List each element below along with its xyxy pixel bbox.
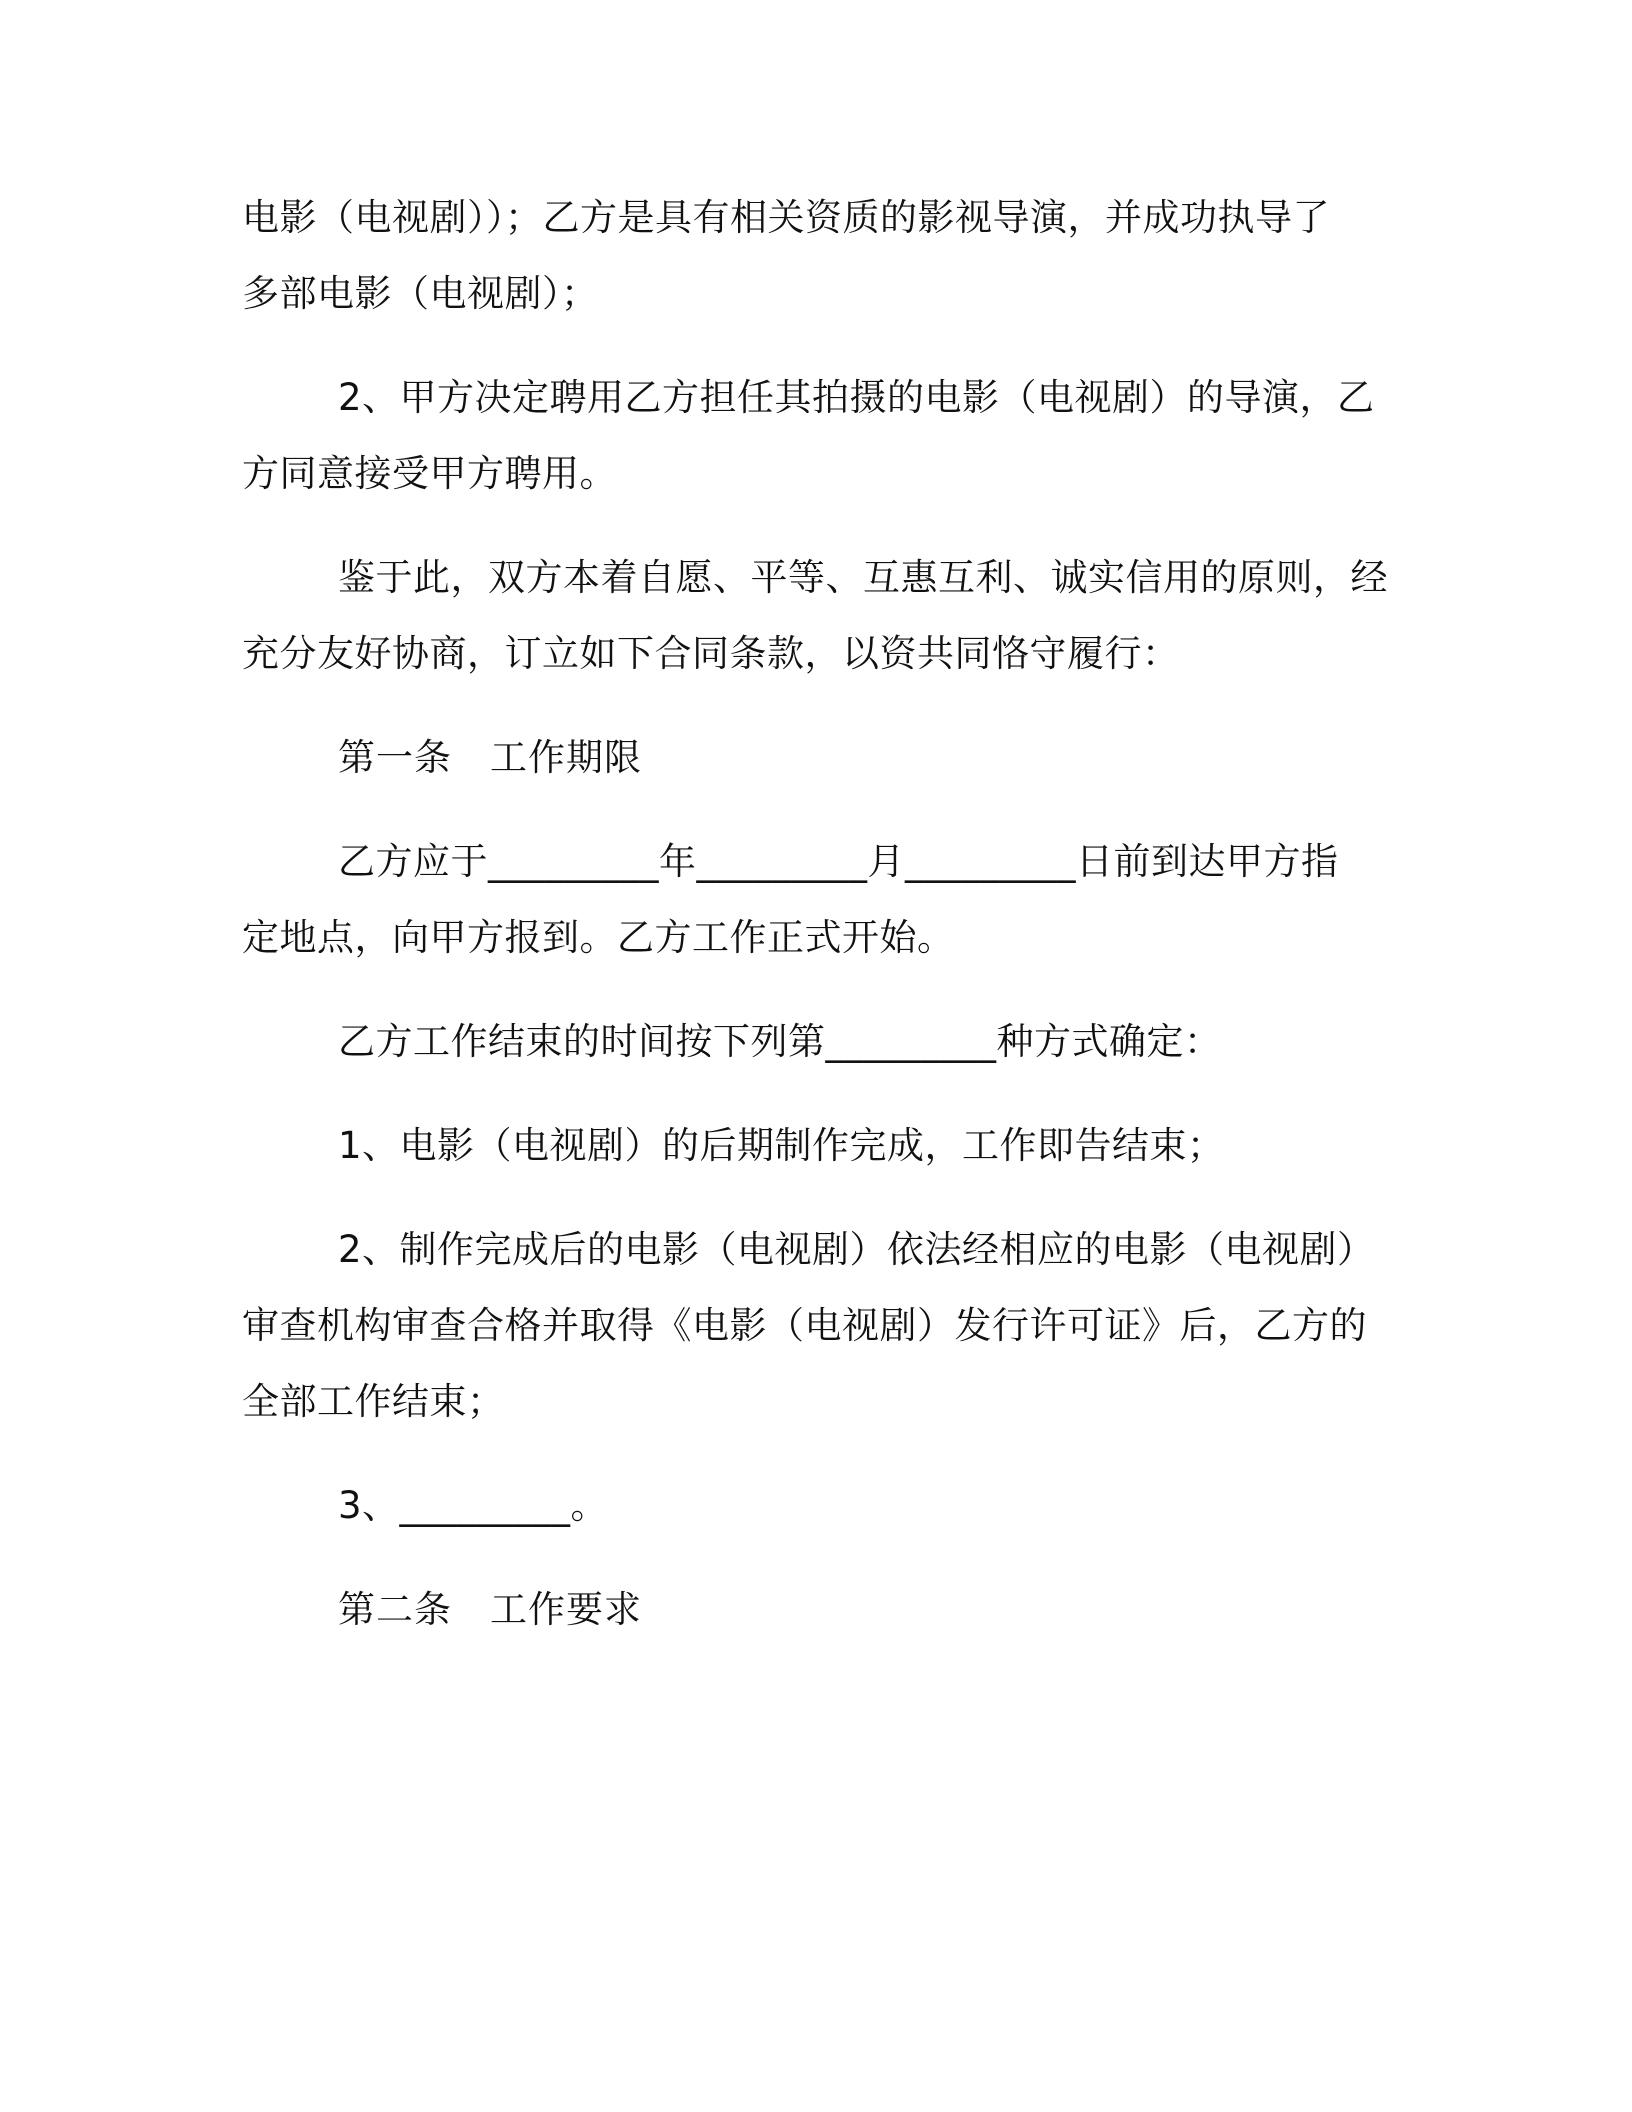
list-item-3: 3、_________。 [338, 1484, 609, 1527]
paragraph-line: 定地点，向甲方报到。乙方工作正式开始。 [242, 916, 955, 959]
section-heading-article-1: 第一条 工作期限 [338, 736, 642, 779]
paragraph-line: 鉴于此，双方本着自愿、平等、互惠互利、诚实信用的原则，经 [338, 556, 1388, 599]
list-item-2: 2、制作完成后的电影（电视剧）依法经相应的电影（电视剧） [338, 1228, 1375, 1271]
paragraph-line: 审查机构审查合格并取得《电影（电视剧）发行许可证》后，乙方的 [242, 1304, 1367, 1347]
paragraph-line: 乙方工作结束的时间按下列第_________种方式确定： [338, 1020, 1222, 1063]
paragraph-line: 电影（电视剧））；乙方是具有相关资质的影视导演，并成功执导了 [242, 196, 1330, 239]
paragraph-line: 乙方应于_________年_________月_________日前到达甲方指 [338, 840, 1339, 883]
paragraph-line: 充分友好协商，订立如下合同条款，以资共同恪守履行： [242, 632, 1180, 675]
paragraph-line: 2、甲方决定聘用乙方担任其拍摄的电影（电视剧）的导演，乙 [338, 376, 1375, 419]
list-item-1: 1、电影（电视剧）的后期制作完成，工作即告结束； [338, 1124, 1225, 1167]
paragraph-line: 多部电影（电视剧）； [242, 272, 599, 315]
paragraph-line: 全部工作结束； [242, 1380, 505, 1423]
section-heading-article-2: 第二条 工作要求 [338, 1588, 642, 1631]
paragraph-line: 方同意接受甲方聘用。 [242, 452, 617, 495]
